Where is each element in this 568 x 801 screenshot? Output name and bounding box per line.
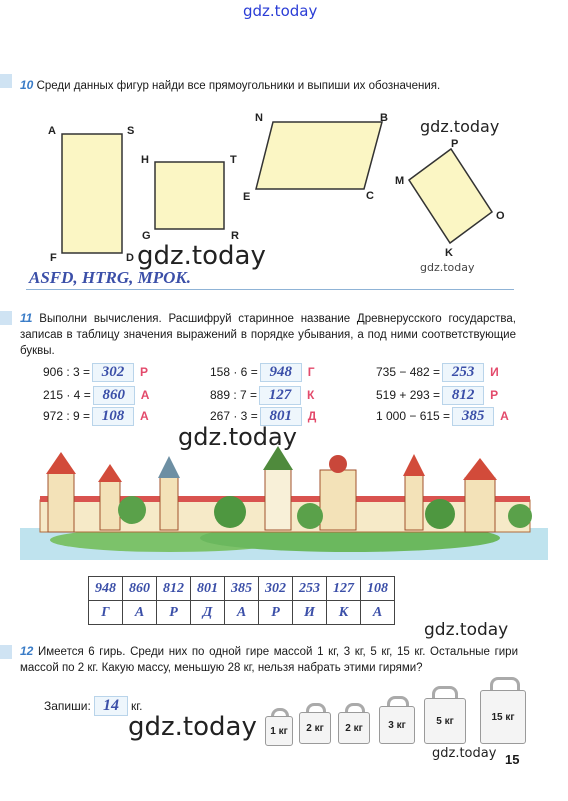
calc-answer: 812 bbox=[442, 386, 484, 405]
watermark: gdz.today bbox=[178, 423, 297, 451]
label-f: F bbox=[50, 252, 57, 264]
calc-letter: К bbox=[307, 388, 315, 402]
label-n: N bbox=[255, 112, 263, 124]
table-cell-letter: Р bbox=[259, 601, 293, 625]
calc-row bbox=[210, 363, 315, 382]
weight-1kg: 1 кг bbox=[265, 716, 293, 746]
calc-expression: 1 000 − 615 = bbox=[376, 409, 451, 423]
table-cell-letter: А bbox=[361, 601, 395, 625]
table-cell-number: 801 bbox=[191, 577, 225, 601]
table-cell-number: 860 bbox=[123, 577, 157, 601]
rectangle-htrg bbox=[155, 162, 224, 229]
task-marker bbox=[0, 311, 12, 325]
calc-letter: А bbox=[140, 409, 149, 423]
table-cell-number: 948 bbox=[89, 577, 123, 601]
task-11-question: Выполни вычисления. Расшифруй старинное название Древнерусского государства, записав в таблицу значения выражений в порядке убывания, а под ними соответствующие буквы. bbox=[20, 313, 516, 357]
calc-letter: А bbox=[500, 409, 509, 423]
calc-row bbox=[43, 386, 149, 405]
table-cell-letter: А bbox=[225, 601, 259, 625]
record-label: Запиши: bbox=[44, 699, 91, 713]
task-marker bbox=[0, 74, 12, 88]
watermark: gdz.today bbox=[424, 620, 509, 640]
table-cell-letter: Р bbox=[157, 601, 191, 625]
weight-5kg: 5 кг bbox=[424, 698, 466, 744]
label-k: K bbox=[445, 247, 453, 259]
calc-answer: 253 bbox=[442, 363, 484, 382]
table-cell-letter: К bbox=[327, 601, 361, 625]
parallelogram-nbce bbox=[256, 122, 382, 189]
calc-letter: И bbox=[490, 365, 499, 379]
task-10-question: Среди данных фигур найди все прямоугольники и выпиши их обозначения. bbox=[36, 80, 441, 92]
calc-answer: 127 bbox=[259, 386, 301, 405]
watermark: gdz.today bbox=[432, 746, 497, 761]
calc-row bbox=[210, 386, 314, 405]
table-cell-letter: И bbox=[293, 601, 327, 625]
label-b: B bbox=[380, 112, 388, 124]
calc-expression: 215 · 4 = bbox=[43, 388, 91, 402]
watermark: gdz.today bbox=[128, 712, 257, 742]
task-12-text bbox=[20, 643, 518, 676]
calc-answer: 860 bbox=[93, 386, 135, 405]
watermark: gdz.today bbox=[420, 117, 500, 136]
task-11-text bbox=[20, 310, 516, 359]
calc-answer: 385 bbox=[452, 407, 494, 426]
unit-label: кг. bbox=[131, 699, 143, 713]
label-s: S bbox=[127, 125, 135, 137]
calc-expression: 972 : 9 = bbox=[43, 409, 91, 423]
table-row bbox=[89, 577, 395, 601]
task-12-answer: 14 bbox=[94, 696, 128, 716]
task-11-number: 11 bbox=[20, 311, 33, 325]
label-d: D bbox=[126, 252, 134, 264]
label-r: R bbox=[231, 230, 239, 242]
page-number: 15 bbox=[505, 752, 520, 767]
table-cell-number: 127 bbox=[327, 577, 361, 601]
label-o: O bbox=[496, 210, 505, 222]
table-cell-number: 302 bbox=[259, 577, 293, 601]
weight-2kg: 2 кг bbox=[338, 712, 370, 744]
calc-letter: Г bbox=[307, 365, 315, 379]
kremlin-illustration bbox=[20, 440, 548, 560]
watermark: gdz.today bbox=[137, 241, 266, 271]
task-10-answer: ASFD, HTRG, MPOK. bbox=[29, 268, 191, 287]
task-marker bbox=[0, 645, 12, 659]
weight-2kg: 2 кг bbox=[299, 712, 331, 744]
calc-letter: А bbox=[140, 388, 150, 402]
rectangle-asfd bbox=[62, 134, 122, 253]
calc-row bbox=[376, 386, 498, 405]
calc-answer: 801 bbox=[260, 407, 302, 426]
task-12-question: Имеется 6 гирь. Среди них по одной гире массой 1 кг, 3 кг, 5 кг, 15 кг. Остальные гири массой по 2 кг. Какую массу, меньшую 28 кг, нельзя набрать этими гирями? bbox=[20, 646, 519, 674]
calc-expression: 906 : 3 = bbox=[43, 365, 91, 379]
table-cell-letter: А bbox=[123, 601, 157, 625]
calc-answer: 302 bbox=[92, 363, 134, 382]
table-cell-number: 108 bbox=[361, 577, 395, 601]
label-e: E bbox=[243, 191, 251, 203]
table-cell-letter: Г bbox=[89, 601, 123, 625]
calc-letter: Р bbox=[140, 365, 149, 379]
calc-expression: 889 : 7 = bbox=[210, 388, 258, 402]
table-cell-number: 385 bbox=[225, 577, 259, 601]
task-10-number: 10 bbox=[20, 78, 34, 92]
label-a: A bbox=[48, 125, 56, 137]
calc-expression: 267 · 3 = bbox=[210, 409, 258, 423]
calc-expression: 158 · 6 = bbox=[210, 365, 258, 379]
label-g: G bbox=[142, 230, 151, 242]
label-m: M bbox=[395, 175, 405, 187]
label-h: H bbox=[141, 154, 149, 166]
task-12-number: 12 bbox=[20, 644, 34, 658]
watermark: gdz.today bbox=[420, 261, 475, 274]
rectangle-mpok bbox=[409, 149, 492, 243]
label-p: P bbox=[451, 138, 459, 150]
table-cell-number: 812 bbox=[157, 577, 191, 601]
decode-table bbox=[88, 576, 395, 625]
calc-expression: 735 − 482 = bbox=[376, 365, 441, 379]
calc-row bbox=[376, 407, 509, 426]
calc-letter: Р bbox=[490, 388, 499, 402]
table-row bbox=[89, 601, 395, 625]
table-cell-number: 253 bbox=[293, 577, 327, 601]
label-t: T bbox=[230, 154, 237, 166]
weight-15kg: 15 кг bbox=[480, 690, 526, 744]
answer-line bbox=[26, 289, 514, 290]
calc-letter: Д bbox=[307, 409, 317, 423]
calc-answer: 108 bbox=[92, 407, 134, 426]
watermark-top: gdz.today bbox=[243, 2, 318, 20]
calc-row bbox=[376, 363, 499, 382]
calc-answer: 948 bbox=[260, 363, 302, 382]
calc-row bbox=[43, 363, 148, 382]
calc-row bbox=[43, 407, 149, 426]
label-c: C bbox=[366, 190, 374, 202]
weight-3kg: 3 кг bbox=[379, 706, 415, 744]
calc-expression: 519 + 293 = bbox=[376, 388, 441, 402]
table-cell-letter: Д bbox=[191, 601, 225, 625]
task-10-text bbox=[20, 77, 540, 94]
